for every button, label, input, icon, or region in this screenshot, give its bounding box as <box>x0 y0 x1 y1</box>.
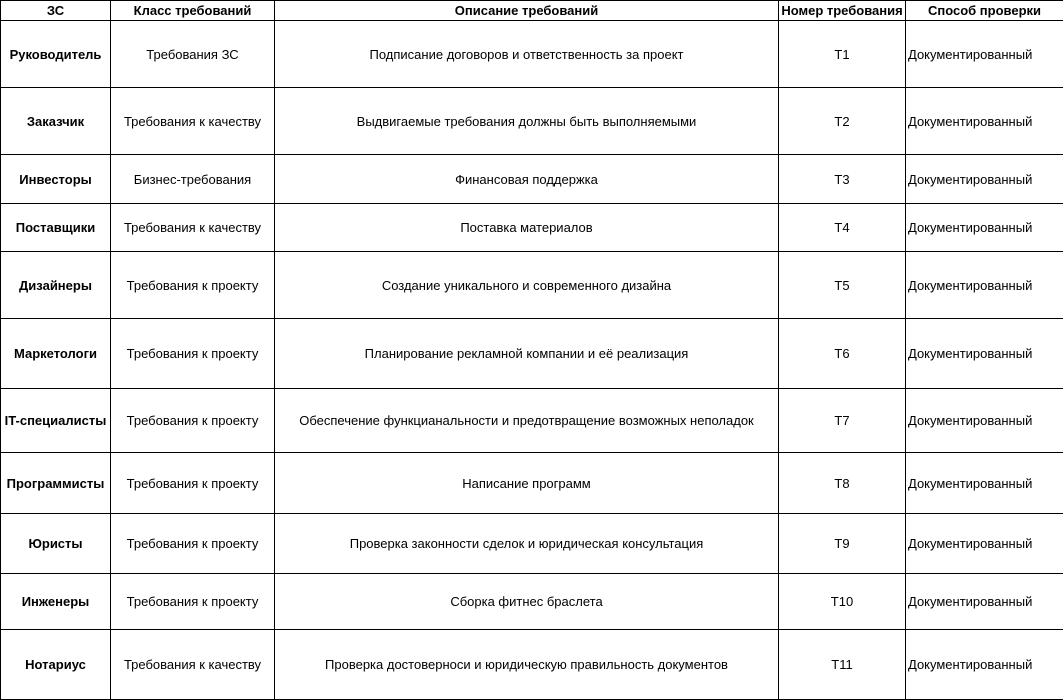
header-stakeholder: ЗС <box>1 1 111 21</box>
table-row <box>1 252 1063 319</box>
cell-method: Документированный <box>906 630 1063 700</box>
cell-number: Т11 <box>779 630 906 700</box>
table-row <box>1 204 1063 252</box>
cell-method: Документированный <box>906 319 1063 389</box>
cell-stakeholder: Нотариус <box>1 630 111 700</box>
cell-number: Т10 <box>779 574 906 630</box>
cell-description: Создание уникального и современного дизайна <box>275 252 779 319</box>
cell-stakeholder: Маркетологи <box>1 319 111 389</box>
cell-method: Документированный <box>906 574 1063 630</box>
table-row <box>1 319 1063 389</box>
cell-description: Финансовая поддержка <box>275 155 779 204</box>
cell-stakeholder: Дизайнеры <box>1 252 111 319</box>
header-description: Описание требований <box>275 1 779 21</box>
cell-method: Документированный <box>906 88 1063 155</box>
header-class: Класс требований <box>111 1 275 21</box>
cell-number: Т3 <box>779 155 906 204</box>
cell-method: Документированный <box>906 453 1063 514</box>
cell-method: Документированный <box>906 204 1063 252</box>
cell-method: Документированный <box>906 155 1063 204</box>
cell-description: Сборка фитнес браслета <box>275 574 779 630</box>
cell-class: Требования к качеству <box>111 204 275 252</box>
header-method: Способ проверки <box>906 1 1063 21</box>
cell-description: Проверка достоверноси и юридическую правильность документов <box>275 630 779 700</box>
cell-number: Т8 <box>779 453 906 514</box>
cell-description: Планирование рекламной компании и её реализация <box>275 319 779 389</box>
cell-class: Требования к проекту <box>111 319 275 389</box>
cell-class: Требования ЗС <box>111 21 275 88</box>
table-row <box>1 88 1063 155</box>
cell-class: Требования к проекту <box>111 574 275 630</box>
cell-stakeholder: Поставщики <box>1 204 111 252</box>
cell-number: Т1 <box>779 21 906 88</box>
table-row <box>1 630 1063 700</box>
cell-number: Т6 <box>779 319 906 389</box>
table-row <box>1 574 1063 630</box>
cell-class: Требования к проекту <box>111 252 275 319</box>
cell-stakeholder: Инженеры <box>1 574 111 630</box>
cell-method: Документированный <box>906 21 1063 88</box>
cell-number: Т9 <box>779 514 906 574</box>
table-row <box>1 21 1063 88</box>
cell-number: Т5 <box>779 252 906 319</box>
table-row <box>1 389 1063 453</box>
cell-stakeholder: Юристы <box>1 514 111 574</box>
header-row <box>1 1 1063 21</box>
cell-number: Т2 <box>779 88 906 155</box>
table-row <box>1 514 1063 574</box>
cell-class: Требования к проекту <box>111 514 275 574</box>
cell-stakeholder: Программисты <box>1 453 111 514</box>
cell-method: Документированный <box>906 252 1063 319</box>
cell-stakeholder: Руководитель <box>1 21 111 88</box>
cell-class: Бизнес-требования <box>111 155 275 204</box>
cell-description: Выдвигаемые требования должны быть выполняемыми <box>275 88 779 155</box>
cell-number: Т4 <box>779 204 906 252</box>
cell-method: Документированный <box>906 514 1063 574</box>
cell-stakeholder: Заказчик <box>1 88 111 155</box>
cell-description: Подписание договоров и ответственность за проект <box>275 21 779 88</box>
cell-description: Написание программ <box>275 453 779 514</box>
cell-class: Требования к проекту <box>111 453 275 514</box>
cell-description: Поставка материалов <box>275 204 779 252</box>
cell-class: Требования к качеству <box>111 630 275 700</box>
cell-stakeholder: Инвесторы <box>1 155 111 204</box>
cell-class: Требования к качеству <box>111 88 275 155</box>
table-row <box>1 453 1063 514</box>
cell-method: Документированный <box>906 389 1063 453</box>
cell-stakeholder: IT-специалисты <box>1 389 111 453</box>
cell-number: Т7 <box>779 389 906 453</box>
header-number: Номер требования <box>779 1 906 21</box>
cell-description: Обеспечение функцианальности и предотвращение возможных неполадок <box>275 389 779 453</box>
cell-description: Проверка законности сделок и юридическая консультация <box>275 514 779 574</box>
cell-class: Требования к проекту <box>111 389 275 453</box>
table-row <box>1 155 1063 204</box>
